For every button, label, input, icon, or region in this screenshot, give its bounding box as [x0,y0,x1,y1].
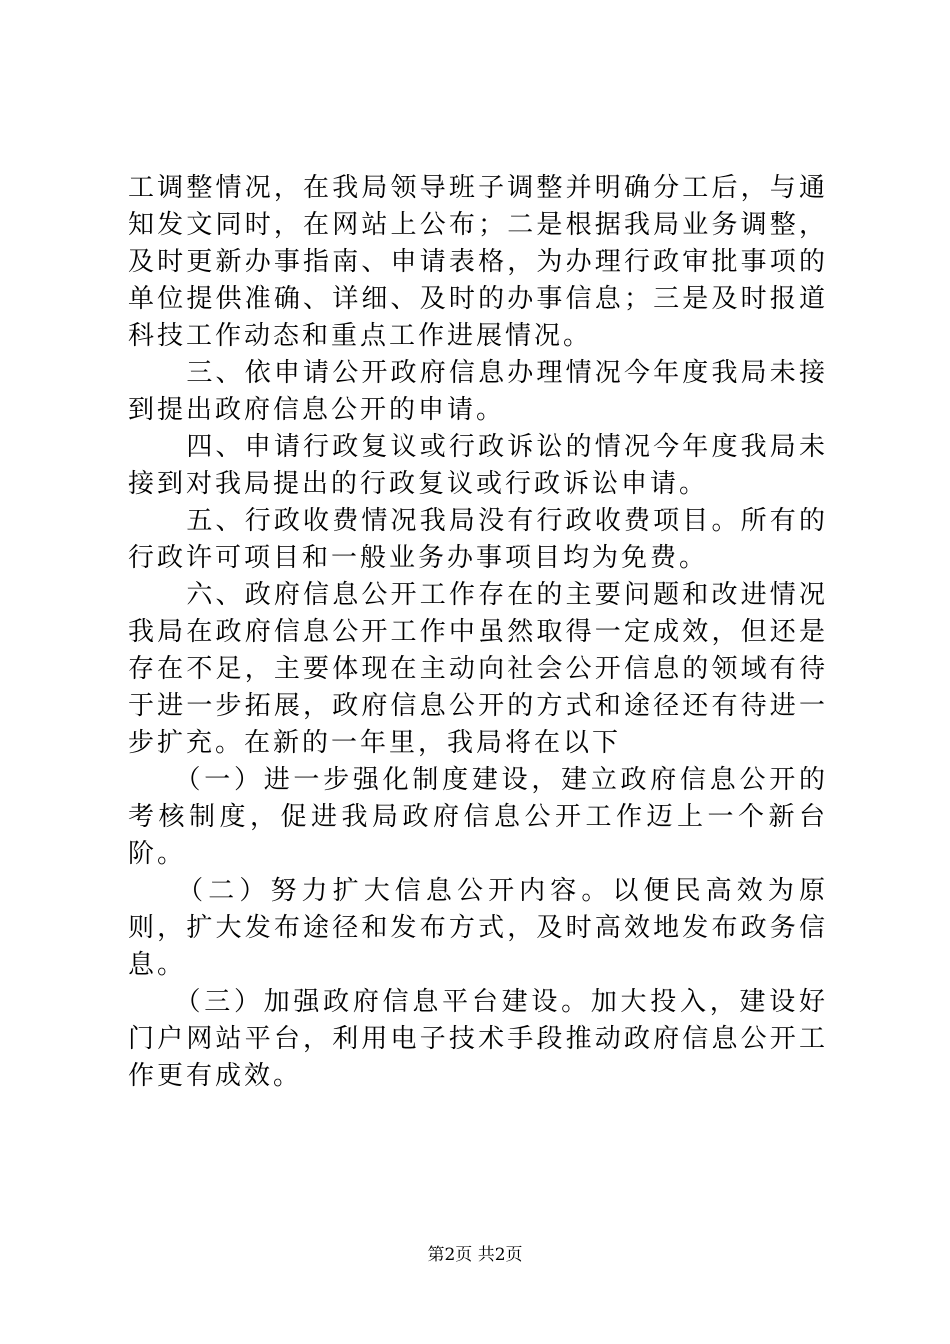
paragraph-section-3: 三、依申请公开政府信息办理情况今年度我局未接到提出政府信息公开的申请。 [128,358,828,425]
document-body [128,170,828,1095]
paragraph-item-2: （二）努力扩大信息公开内容。以便民高效为原则，扩大发布途径和发布方式，及时高效地发布政务信息。 [128,876,828,980]
paragraph-section-5: 五、行政收费情况我局没有行政收费项目。所有的行政许可项目和一般业务办事项目均为免费。 [128,506,828,573]
paragraph-item-3: （三）加强政府信息平台建设。加大投入，建设好门户网站平台，利用电子技术手段推动政府信息公开工作更有成效。 [128,987,828,1091]
paragraph-continuation: 工调整情况，在我局领导班子调整并明确分工后，与通知发文同时，在网站上公布；二是根据我局业务调整，及时更新办事指南、申请表格，为办理行政审批事项的单位提供准确、详细、及时的办事信息；三是及时报道科技工作动态和重点工作进展情况。 [128,173,828,351]
paragraph-item-1: （一）进一步强化制度建设，建立政府信息公开的考核制度，促进我局政府信息公开工作迈上一个新台阶。 [128,765,828,869]
page-footer: 第2页 共2页 [427,1245,523,1265]
paragraph-section-4: 四、申请行政复议或行政诉讼的情况今年度我局未接到对我局提出的行政复议或行政诉讼申请。 [128,432,828,499]
paragraph-section-6: 六、政府信息公开工作存在的主要问题和改进情况我局在政府信息公开工作中虽然取得一定成效，但还是存在不足，主要体现在主动向社会公开信息的领域有待于进一步拓展，政府信息公开的方式和途径还有待进一步扩充。在新的一年里，我局将在以下 [128,580,828,758]
